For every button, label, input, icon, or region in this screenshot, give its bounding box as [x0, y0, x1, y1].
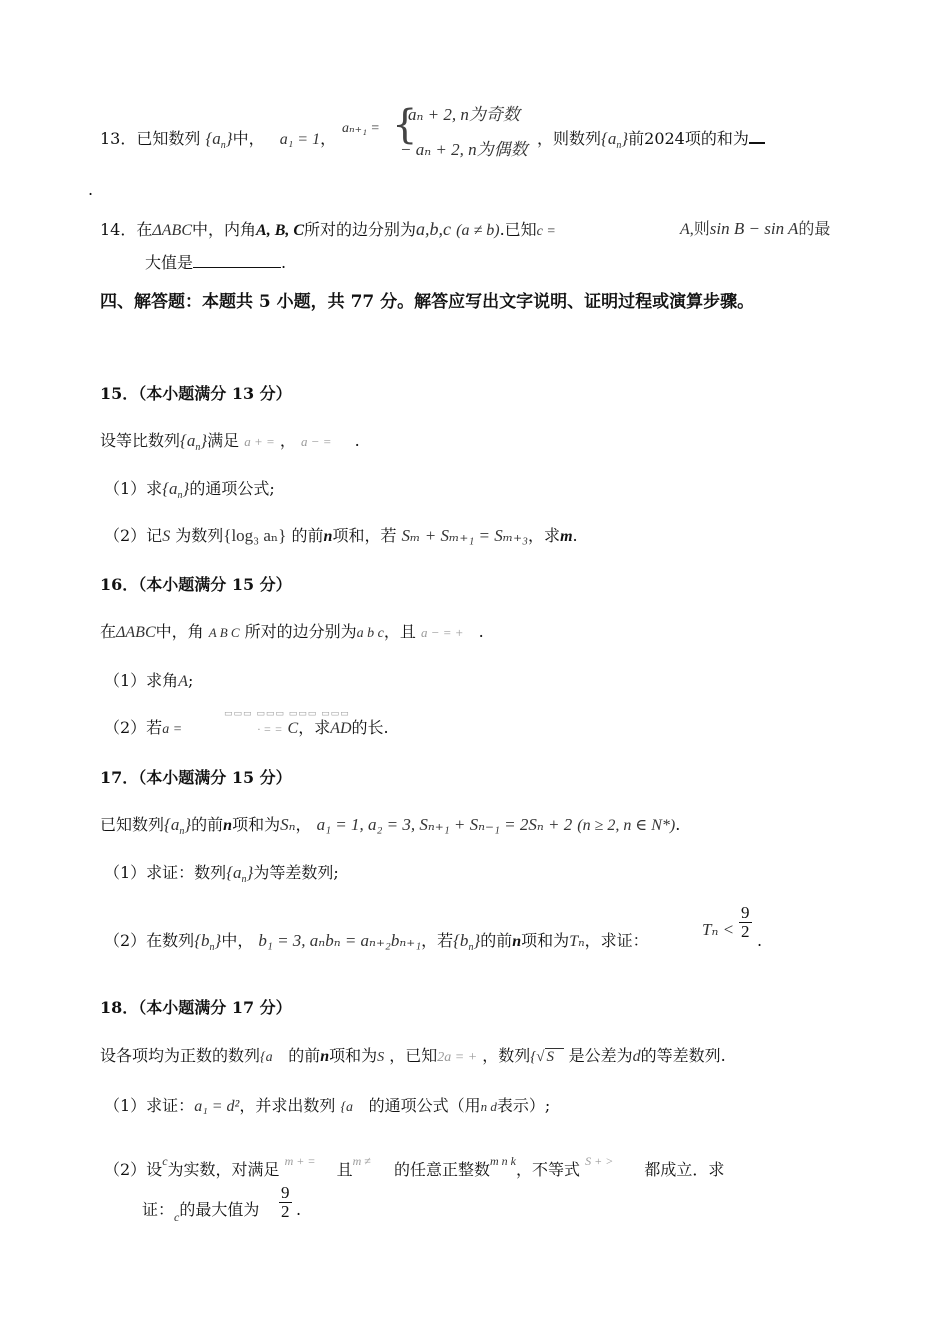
q18-text: 表示）;	[496, 1096, 551, 1115]
q16-part1	[104, 669, 193, 694]
var-d: d	[632, 1048, 641, 1065]
piecewise-brace: {	[392, 102, 418, 148]
q15-text: 满足	[207, 431, 240, 450]
vars-nd: n d	[480, 1099, 497, 1114]
q18-text: 为实数，对满足	[167, 1160, 280, 1179]
q15-S: S	[162, 528, 171, 545]
seq-an: $\{a_n\}$	[162, 479, 190, 501]
q18-text: （2）设	[104, 1160, 163, 1179]
q18-text: 设各项均为正数的数列	[100, 1046, 261, 1065]
q17-conditions: a₁ = 1, a₂ = 3, Sₙ₊₁ + Sₙ₋₁ = 2Sₙ + 2	[316, 815, 573, 834]
q18-a1-eq: a₁ = d²	[194, 1098, 240, 1115]
q13-line1	[100, 127, 336, 158]
q17-sep: ，	[295, 815, 312, 834]
q14-line2	[145, 251, 286, 275]
q13-recur-lhs: aₙ₊₁ =	[342, 121, 380, 136]
q18-heading: 18．（本小题满分 17 分）	[100, 998, 292, 1017]
triangle-abc: ΔABC	[116, 624, 156, 641]
q14-number: 14．	[100, 220, 137, 239]
fraction-numerator: 9	[281, 1183, 290, 1202]
q15-stem-end: .	[354, 431, 360, 450]
q17-text: 的前	[480, 931, 513, 950]
q14-text: 大值是	[145, 253, 194, 272]
q13-number: 13．	[100, 129, 137, 148]
q16-text: 中，角	[155, 622, 204, 641]
answer-blank	[749, 128, 765, 144]
q16-text: ，求	[298, 718, 331, 737]
q15-end: .	[572, 526, 578, 545]
triangle-abc: ΔABC	[152, 222, 192, 239]
q14-text: 的最	[798, 221, 831, 238]
q18-text: 的通项公式（用	[368, 1096, 481, 1115]
q15-text: 的通项公式;	[189, 479, 275, 498]
q18-text: 的等差数列.	[640, 1046, 726, 1065]
q14-text: 中，内角	[192, 220, 257, 239]
q17-text: （2）在数列	[104, 931, 195, 950]
q17-text: 项和为	[521, 931, 570, 950]
q14-condition: (a ≠ b)	[456, 222, 500, 239]
q18-text: 都成立．求	[644, 1160, 725, 1179]
q17-stem	[100, 813, 680, 844]
q17-end: .	[675, 815, 681, 834]
q14-c-eq: c =	[536, 224, 556, 239]
q16-text: ，且	[383, 622, 416, 641]
q15-eq1: a + =	[244, 434, 275, 449]
q16-text: （2）若	[104, 718, 163, 737]
q14-text: ,则	[689, 221, 710, 238]
sides-abc: a b c	[356, 626, 384, 641]
q14-end: .	[281, 253, 287, 272]
var-Tn: Tₙ	[569, 933, 585, 950]
q13-line1-tail	[537, 127, 765, 158]
q18-text: ，已知	[389, 1046, 438, 1065]
fraction-nine-halves	[279, 1184, 292, 1221]
q18-text: 项和为	[329, 1046, 378, 1065]
q16-end: ;	[187, 671, 194, 690]
q16-text: 的长.	[351, 718, 389, 737]
q18-text: （1）求证：	[104, 1096, 195, 1115]
q15-part2	[104, 524, 578, 549]
q17-text: 中，	[221, 931, 254, 950]
angles-abc: A, B, C	[256, 222, 305, 239]
segment-AD: AD	[330, 720, 352, 737]
q14-text: 所对的边分别为	[304, 220, 417, 239]
seq-a: {a	[260, 1050, 284, 1065]
var-m: m	[560, 528, 573, 545]
q18-cond2: m ≠	[352, 1154, 371, 1168]
q18-cond1: m + =	[284, 1154, 316, 1168]
q13-case1: aₙ + 2, n为奇数	[408, 105, 520, 124]
q14-line1	[100, 217, 556, 244]
q13-comma: ，	[320, 129, 337, 148]
q16-vector-eq: · = =	[257, 722, 283, 736]
seq-an: $\{a_n\}$	[180, 431, 208, 453]
var-S: S	[377, 1050, 385, 1065]
q16-text: （1）求角	[104, 671, 179, 690]
q16-eq: a − = +	[421, 625, 464, 640]
q17-text: 已知数列	[100, 815, 165, 834]
q18-end: .	[296, 1200, 302, 1219]
var-C: C	[287, 720, 299, 737]
q17-part2	[104, 929, 649, 960]
q18-text: 的任意正整数	[393, 1160, 490, 1179]
seq-an: $\{a_n\}$	[226, 863, 254, 885]
q14-A: A	[680, 221, 690, 238]
q17-heading: 17．（本小题满分 15 分）	[100, 768, 292, 787]
q13-text: 中，	[232, 129, 265, 148]
answer-blank	[193, 251, 281, 268]
fraction-numerator: 9	[741, 903, 750, 922]
q14-expr: sin B − sin A	[709, 219, 799, 238]
q15-stem	[100, 429, 360, 460]
q17-part1	[104, 861, 339, 892]
q18-part1	[104, 1094, 550, 1120]
var-Sn: Sₙ	[280, 815, 296, 834]
q15-sep: ，	[279, 431, 296, 450]
q18-inequality: S + >	[585, 1154, 614, 1168]
q16-stem-end: .	[478, 622, 484, 641]
q15-text: （1）求	[104, 479, 163, 498]
seq-an: $\{a_n\}$	[205, 129, 233, 151]
angles-abc: A B C	[208, 625, 240, 640]
q17-text: 的前	[191, 815, 224, 834]
var-n: n	[323, 528, 333, 545]
seq-an: $\{a_n\}$	[164, 815, 192, 837]
q18-text: ，数列	[482, 1046, 531, 1065]
q15-log: {log₃ aₙ}	[223, 526, 287, 545]
q17-end: .	[757, 931, 763, 950]
var-n: n	[512, 933, 522, 950]
q13-case2: − aₙ + 2, n为偶数	[400, 140, 528, 159]
q17-range: (n ≥ 2, n ∈ N*)	[577, 817, 676, 834]
q15-text: ，求	[528, 526, 561, 545]
q16-stem	[100, 620, 484, 646]
seq-a: {a	[340, 1100, 364, 1115]
q18-text: ，并求出数列	[239, 1096, 336, 1115]
fraction-nine-halves	[739, 904, 752, 941]
seq-bn: $\{b_n\}$	[194, 931, 222, 953]
q16-heading: 16．（本小题满分 15 分）	[100, 575, 292, 594]
q18-text: ，不等式	[515, 1160, 580, 1179]
q15-text: 设等比数列	[100, 431, 181, 450]
q18-text: 是公差为	[568, 1046, 633, 1065]
q15-text: 的前	[291, 526, 324, 545]
q15-text: （2）记	[104, 526, 163, 545]
q18-text: 证：	[142, 1200, 175, 1219]
q13-initial: a₁ = 1	[279, 131, 321, 148]
fraction-denominator: 2	[281, 1202, 290, 1221]
seq-bn: $\{b_n\}$	[453, 931, 481, 953]
q17-text: ，求证：	[584, 931, 649, 950]
q13-text: ，则数列	[537, 129, 602, 148]
q13-text: 前2024项的和为	[628, 129, 749, 148]
var-c: c	[174, 1210, 180, 1224]
q18-text: 的最大值为	[179, 1200, 260, 1219]
q15-part1	[104, 477, 275, 508]
q14-text: 在	[136, 220, 153, 239]
q15-eq: Sₘ + Sₘ₊₁ = Sₘ₊₃	[401, 526, 529, 545]
q14-text: .已知	[499, 220, 537, 239]
seq-an: $\{a_n\}$	[601, 129, 629, 151]
fraction-denominator: 2	[741, 922, 750, 941]
var-A: A	[178, 673, 188, 690]
q14-line1-tail	[680, 217, 830, 242]
var-c: c	[162, 1154, 168, 1168]
sides-abc: a,b,c	[416, 219, 452, 239]
q18-text: 的前	[288, 1046, 321, 1065]
var-n: n	[320, 1048, 330, 1065]
q18-stem	[100, 1044, 726, 1070]
q18-part2	[104, 1149, 724, 1182]
q17-text: ，若	[421, 931, 454, 950]
q15-eq2: a − =	[301, 434, 332, 449]
q17-recur: b₁ = 3, aₙbₙ = aₙ₊₂bₙ₊₁	[258, 931, 422, 950]
section-heading: 四、解答题：本题共 5 小题，共 77 分。解答应写出文字说明、证明过程或演算步骤。	[100, 292, 755, 312]
q17-text: 项和为	[232, 815, 281, 834]
q13-trailing-dot: .	[88, 180, 94, 199]
q16-text: 所对的边分别为	[244, 622, 357, 641]
q18-text: 且	[336, 1160, 353, 1179]
vector-marks: ▭▭▭ ▭▭▭ ▭▭▭ ▭▭▭	[224, 709, 350, 719]
q18-part2-line2	[142, 1198, 259, 1229]
q17-inequality: Tₙ <	[702, 920, 735, 939]
q17-text: （1）求证：数列	[104, 863, 227, 882]
q13-text: 已知数列	[136, 129, 201, 148]
q15-text: 为数列	[175, 526, 224, 545]
seq-sqrt-S: {√ S	[530, 1049, 562, 1065]
q16-eq: a =	[162, 722, 183, 737]
q15-text: 项和，若	[332, 526, 397, 545]
q17-text: 为等差数列;	[253, 863, 339, 882]
q15-heading: 15．（本小题满分 13 分）	[100, 384, 292, 403]
q16-text: 在	[100, 622, 117, 641]
var-n: n	[223, 817, 233, 834]
q18-eq: 2a = +	[437, 1050, 478, 1065]
vars-mnk: m n k	[489, 1154, 516, 1168]
